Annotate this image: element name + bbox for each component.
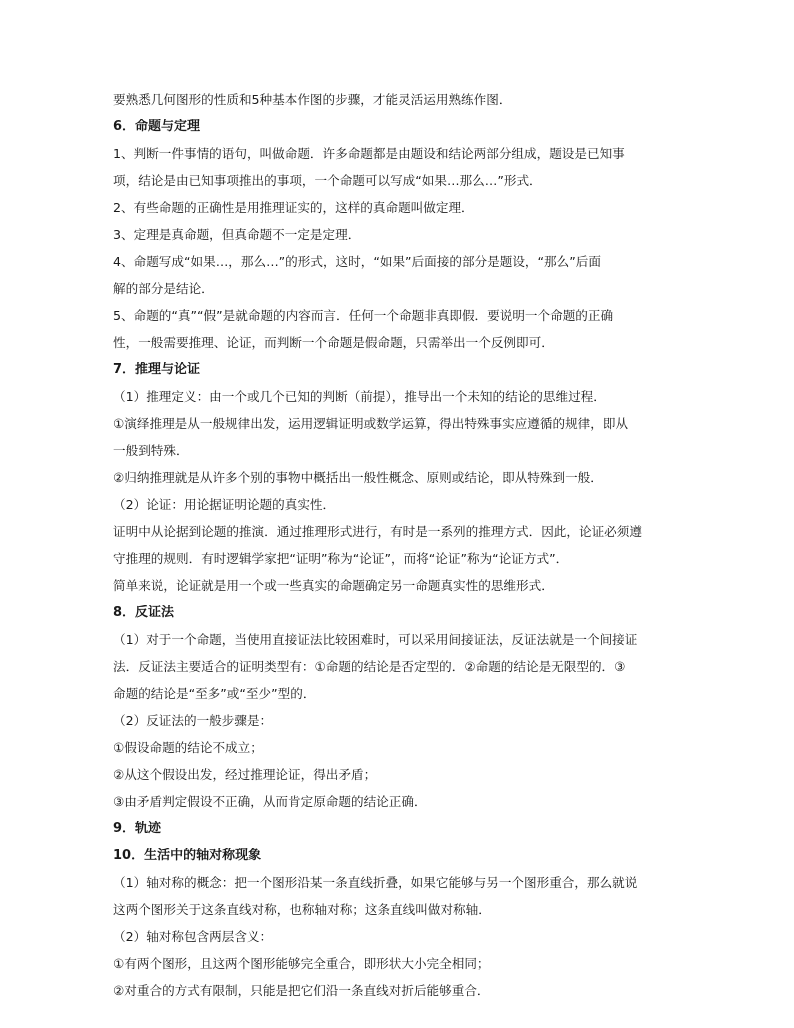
paragraph-line: 1、判断一件事情的语句，叫做命题．许多命题都是由题设和结论两部分组成，题设是已知事 [113,146,625,161]
paragraph-line: 这两个图形关于这条直线对称，也称轴对称；这条直线叫做对称轴． [113,902,491,917]
section-heading: 9．轨迹 [113,821,162,836]
paragraph-line: 2、有些命题的正确性是用推理证实的，这样的真命题叫做定理． [113,200,474,215]
paragraph-line: 证明中从论据到论题的推演．通过推理形式进行，有时是一系列的推理方式．因此，论证必须遵 [113,524,642,539]
paragraph-line: （1）轴对称的概念：把一个图形沿某一条直线折叠，如果它能够与另一个图形重合，那么就说 [113,875,638,890]
paragraph-line: ②归纳推理就是从许多个别的事物中概括出一般性概念、原则或结论，即从特殊到一般． [113,470,603,485]
paragraph-line: （2）轴对称包含两层含义： [113,929,273,944]
paragraph-line: 性，一般需要推理、论证，而判断一个命题是假命题，只需举出一个反例即可． [113,335,554,350]
paragraph-line: 项，结论是由已知事项推出的事项，一个命题可以写成“如果…那么…”形式． [113,173,542,188]
section-heading: 7．推理与论证 [113,362,201,377]
paragraph-line: ②从这个假设出发，经过推理论证，得出矛盾； [113,767,377,782]
paragraph-line: （1）推理定义：由一个或几个已知的判断（前提），推导出一个未知的结论的思维过程． [113,389,606,404]
paragraph-line: 要熟悉几何图形的性质和5种基本作图的步骤，才能灵活运用熟练作图． [113,92,512,107]
paragraph-line: ①有两个图形，且这两个图形能够完全重合，即形状大小完全相同； [113,956,490,971]
paragraph-line: （2）论证：用论据证明论题的真实性． [113,497,336,512]
section-heading: 6．命题与定理 [113,119,201,134]
section-heading: 8．反证法 [113,605,175,620]
paragraph-line: 守推理的规则．有时逻辑学家把“证明”称为“论证”，而将“论证”称为“论证方式”． [113,551,569,566]
paragraph-line: ②对重合的方式有限制，只能是把它们沿一条直线对折后能够重合． [113,983,490,998]
paragraph-line: （2）反证法的一般步骤是： [113,713,273,728]
paragraph-line: 一般到特殊． [113,443,189,458]
paragraph-line: 4、命题写成“如果…，那么…”的形式，这时，“如果”后面接的部分是题设，“那么”后面 [113,254,601,269]
paragraph-line: ③由矛盾判定假设不正确，从而肯定原命题的结论正确． [113,794,427,809]
paragraph-line: 3、定理是真命题，但真命题不一定是定理． [113,227,361,242]
paragraph-line: （1）对于一个命题，当使用直接证法比较困难时，可以采用间接证法，反证法就是一个间接证 [113,632,638,647]
paragraph-line: 命题的结论是“至多”或“至少”型的． [113,686,316,701]
section-heading: 10．生活中的轴对称现象 [113,848,262,863]
paragraph-line: ①演绎推理是从一般规律出发，运用逻辑证明或数学运算，得出特殊事实应遵循的规律，即从 [113,416,629,431]
paragraph-line: 法．反证法主要适合的证明类型有：①命题的结论是否定型的．②命题的结论是无限型的．③ [113,659,626,674]
paragraph-line: 5、命题的“真”“假”是就命题的内容而言．任何一个命题非真即假．要说明一个命题的正确 [113,308,614,323]
paragraph-line: 解的部分是结论． [113,281,214,296]
paragraph-line: ①假设命题的结论不成立； [113,740,263,755]
paragraph-line: 简单来说，论证就是用一个或一些真实的命题确定另一命题真实性的思维形式． [113,578,554,593]
